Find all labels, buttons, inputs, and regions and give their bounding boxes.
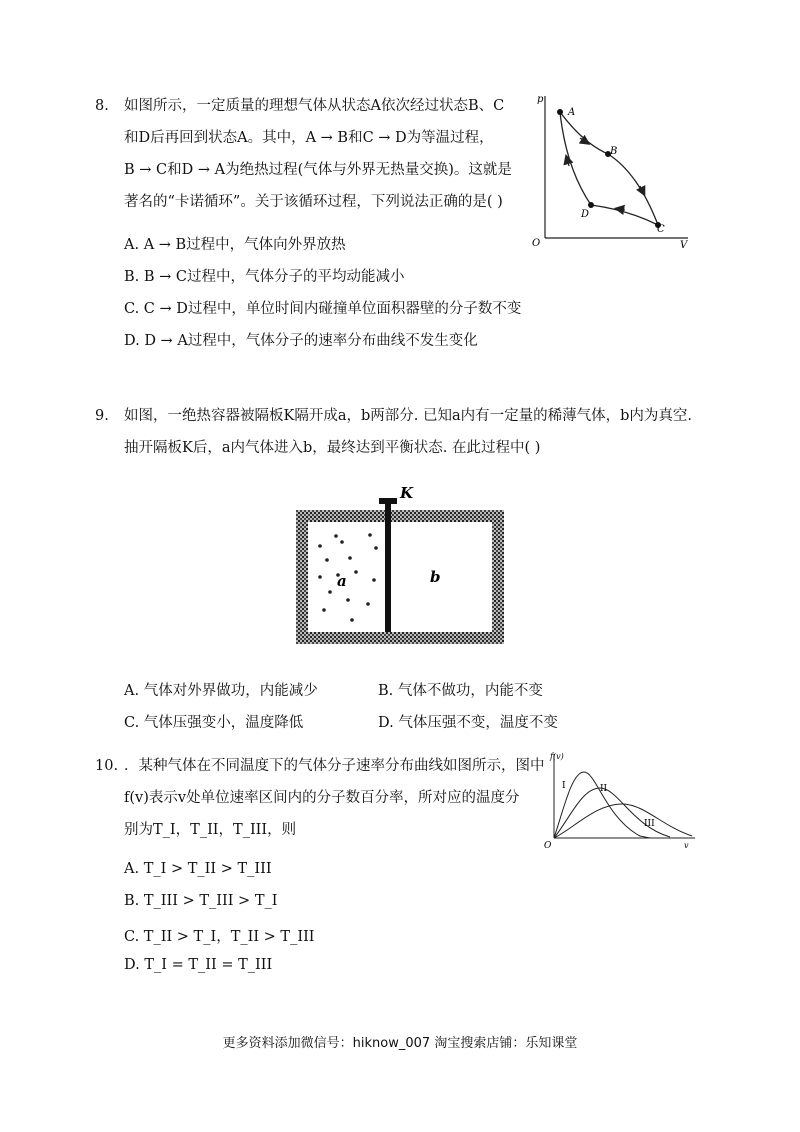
p-axis-label: p [537,94,544,105]
curve-iii-label: III [644,819,655,829]
question-8-option-b[interactable]: B. B → C过程中，气体分子的平均动能减小 [124,269,405,285]
label-d: D [581,209,590,220]
question-8-number: 8. [95,98,109,114]
speed-distribution-diagram [540,748,700,852]
f-axis-label: f(v) [550,752,564,761]
question-9-option-c[interactable]: C. 气体压强变小，温度降低 [124,715,304,731]
question-8-option-c[interactable]: C. C → D过程中，单位时间内碰撞单位面积器壁的分子数不变 [124,301,522,317]
question-10-option-d[interactable]: D. T_I = T_II = T_III [124,957,273,973]
curve-i-label: I [562,781,566,791]
curve-ii-label: II [600,784,608,794]
point-d [588,202,594,208]
question-9-line-2: 抽开隔板K后，a内气体进入b，最终达到平衡状态. 在此过程中( ) [124,440,541,456]
curve-ii [554,788,670,838]
question-8-line-4: 著名的“卡诺循环”。关于该循环过程，下列说法正确的是( ) [124,194,503,210]
curve-iii [554,804,692,838]
footer-text: 更多资料添加微信号：hiknow_007 淘宝搜索店铺：乐知课堂 [222,1036,578,1051]
question-8-option-a[interactable]: A. A → B过程中，气体向外界放热 [124,237,346,253]
carnot-cycle-diagram [528,88,698,253]
chamber-b [390,522,492,632]
question-10-option-a[interactable]: A. T_I > T_II > T_III [124,861,272,877]
partition-k[interactable] [385,502,391,632]
question-9-line-1: 如图，一绝热容器被隔板K隔开成a，b两部分. 已知a内有一定量的稀薄气体，b内为真空. [124,408,693,424]
question-8-line-1: 如图所示，一定质量的理想气体从状态A依次经过状态B、C [124,98,505,114]
curve-cd [591,205,658,225]
partition-handle[interactable] [379,498,397,504]
question-10-line-3: 别为T_I，T_II，T_III，则 [124,822,297,838]
question-9-option-b[interactable]: B. 气体不做功，内能不变 [378,683,543,699]
question-9-number: 9. [95,408,109,424]
speed-axis-label: v [684,841,689,850]
label-c: C [657,224,665,235]
curve-da [560,112,591,205]
chamber-b-label: b [430,568,441,586]
question-10-option-c[interactable]: C. T_II > T_I，T_II > T_III [124,929,315,945]
question-8-line-3: B → C和D → A为绝热过程(气体与外界无热量交换)。这就是 [124,162,512,178]
question-10-option-b[interactable]: B. T_III > T_III > T_I [124,893,278,909]
insulated-container-diagram [290,480,520,650]
origin-label-10: O [544,841,552,851]
question-8-option-d[interactable]: D. D → A过程中，气体分子的速率分布曲线不发生变化 [124,333,478,349]
curve-ab [560,112,608,154]
question-9-option-a[interactable]: A. 气体对外界做功，内能减少 [124,683,318,699]
question-10-number: 10. [95,758,119,774]
question-10-line-1: ．某种气体在不同温度下的气体分子速率分布曲线如图所示，图中 [124,758,545,774]
partition-label: K [400,484,414,502]
label-b: B [610,146,618,157]
arrow-cd [619,209,625,210]
arrow-da [567,159,569,166]
question-9-option-d[interactable]: D. 气体压强不变，温度不变 [378,715,558,731]
question-8-line-2: 和D后再回到状态A。其中，A → B和C → D为等温过程， [124,130,494,146]
point-a [557,109,563,115]
curve-i [554,772,650,838]
chamber-a-label: a [337,572,347,590]
v-axis-label: V [680,240,688,251]
label-a: A [568,107,576,118]
origin-label: O [532,238,541,249]
question-10-line-2: f(v)表示v处单位速率区间内的分子数百分率，所对应的温度分 [124,790,520,806]
